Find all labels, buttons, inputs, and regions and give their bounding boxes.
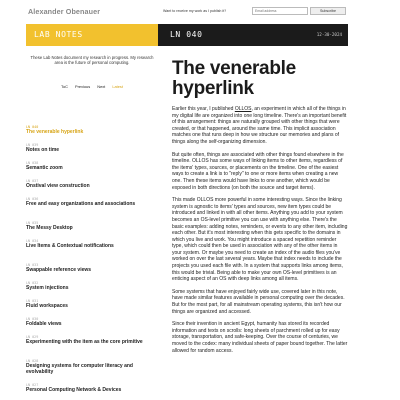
item-title: The Messy Desktop <box>26 225 73 231</box>
item-title: The venerable hyperlink <box>26 129 84 135</box>
item-number: LN 034 <box>26 239 39 243</box>
sidebar-item-ln027[interactable] <box>26 382 158 400</box>
item-number: LN 029 <box>26 335 39 339</box>
item-title: Personal Computing Network & Devices <box>26 387 122 393</box>
item-number: LN 036 <box>26 197 39 201</box>
item-title: Notes on time <box>26 147 60 153</box>
top-bar <box>0 0 400 24</box>
item-number: LN 035 <box>26 221 39 225</box>
sidebar-item-ln040[interactable] <box>26 124 158 142</box>
nav-previous[interactable]: Previous <box>75 84 91 89</box>
item-number: LN 028 <box>26 359 39 363</box>
sidebar-item-ln039[interactable] <box>26 142 158 160</box>
item-number: LN 027 <box>26 383 39 387</box>
sidebar-item-ln028[interactable] <box>26 358 158 382</box>
item-number: LN 031 <box>26 299 39 303</box>
notes-list <box>26 124 158 400</box>
item-title: Free and easy organizations and associations <box>26 201 136 207</box>
sidebar-item-ln030[interactable] <box>26 316 158 334</box>
item-number: LN 037 <box>26 179 39 183</box>
item-number: LN 032 <box>26 281 39 285</box>
paragraph <box>172 106 348 146</box>
paragraph: Since their invention in ancient Egypt, humanity has stored its recorded information and texts on scrolls: long sheets of parchment rolled up for easy storage, transportation, and safe-keeping. Over the course of centuries, we moved to the codex: many individual sheets of paper bound together. The latter allowed for random access. <box>172 321 348 354</box>
item-title: System injections <box>26 285 69 291</box>
item-number: LN 033 <box>26 263 39 267</box>
section-band <box>26 24 158 46</box>
sidebar-item-ln035[interactable] <box>26 220 158 238</box>
note-number: LN 040 <box>170 30 203 39</box>
sidebar-item-ln031[interactable] <box>26 298 158 316</box>
item-title: Swappable reference views <box>26 267 92 273</box>
paragraph: But quite often, things are associated with other things found elsewhere in the timeline. OLLOS has some ways of linking items to other items, regardless of the items' types, sources, or placements on the timeline. One of the easiest ways to create a link is to "reply" to one or more items when creating a new one. Then these items would have links to one another, which would be exposed in both directions (on both the source and target items). <box>172 151 344 191</box>
item-title: Live Items & Contextual notifications <box>26 243 114 249</box>
sidebar-description: These Lab Notes document my research in progress. My research area is the future of personal computing. <box>30 55 154 66</box>
paragraph-text: Earlier this year, I published <box>172 106 235 112</box>
item-number: LN 040 <box>26 125 39 129</box>
subscribe-button[interactable]: Subscribe <box>310 7 346 15</box>
page-title: The venerable hyperlink <box>172 58 296 99</box>
sidebar-item-ln032[interactable] <box>26 280 158 298</box>
section-label[interactable]: LAB NOTES <box>34 30 83 39</box>
site-title[interactable]: Alexander Obenauer <box>28 7 101 16</box>
paragraph: Some systems that have enjoyed fairly wide use, covered later in this note, have made similar features available in personal computing over the decades. But for the most part, for all mainstream operating systems, this isn't how our things are organized and accessed. <box>172 288 345 315</box>
item-title: Onstival view construction <box>26 183 90 189</box>
paragraph-text: , an experiment in which all of the things in my digital life are organized into one long timeline. There's an important benefit of this arrangement: things are naturally grouped with other things that were created, or that happened, around the same time. This implicit association matches one that runs deep in how we structure our memories and plans of things along the self-organizing dimension. <box>172 106 347 145</box>
sidebar-nav <box>26 84 158 89</box>
article-body <box>172 106 348 360</box>
item-number: LN 038 <box>26 161 39 165</box>
sidebar-item-ln034[interactable] <box>26 238 158 262</box>
ollos-link[interactable]: OLLOS <box>234 106 252 112</box>
item-title: Experimenting with the item as the core primitive <box>26 339 143 345</box>
sidebar-item-ln037[interactable] <box>26 178 158 196</box>
sidebar-item-ln029[interactable] <box>26 334 158 358</box>
item-title: Semantic zoom <box>26 165 63 171</box>
item-title: Designing systems for computer literacy and evolvability <box>26 363 133 376</box>
sidebar-item-ln038[interactable] <box>26 160 158 178</box>
subscribe-prompt: Want to receive my work as I publish it? <box>163 9 227 13</box>
nav-next[interactable]: Next <box>97 84 106 89</box>
item-number: LN 030 <box>26 317 39 321</box>
item-title: Fluid workspaces <box>26 303 68 309</box>
note-date: 12-30-2024 <box>316 32 342 37</box>
paragraph: This made OLLOS more powerful in some interesting ways. Since the linking system is agnostic to items' types and sources, new item types could be introduced and linked in with all other items. Anything you add to your system becomes an OS-level primitive you can use with anything else. There's the basic examples: adding notes, reminders, or events to any other item, including each other. But it's most interesting when this gets specific to the domains in which you live and work. You might introduce a spaced repetition reminder type, which could then be used in association with any of the other items in your system. Or maybe you need to create an index of the audio files you've worked on over the last several years. Maybe that index needs to include the projects you used each file with. In a system that supports links among items, this would be trivial. Being able to make your own OS-level primitives is an enticing aspect of an OS with deep links among all items. <box>172 197 348 283</box>
item-number: LN 039 <box>26 143 39 147</box>
sidebar-item-ln036[interactable] <box>26 196 158 220</box>
nav-toc[interactable]: ToC <box>61 84 68 89</box>
note-band <box>158 24 348 46</box>
email-field[interactable] <box>252 7 308 15</box>
item-title: Foldable views <box>26 321 62 327</box>
sidebar-item-ln033[interactable] <box>26 262 158 280</box>
nav-latest[interactable]: Latest <box>112 84 123 89</box>
